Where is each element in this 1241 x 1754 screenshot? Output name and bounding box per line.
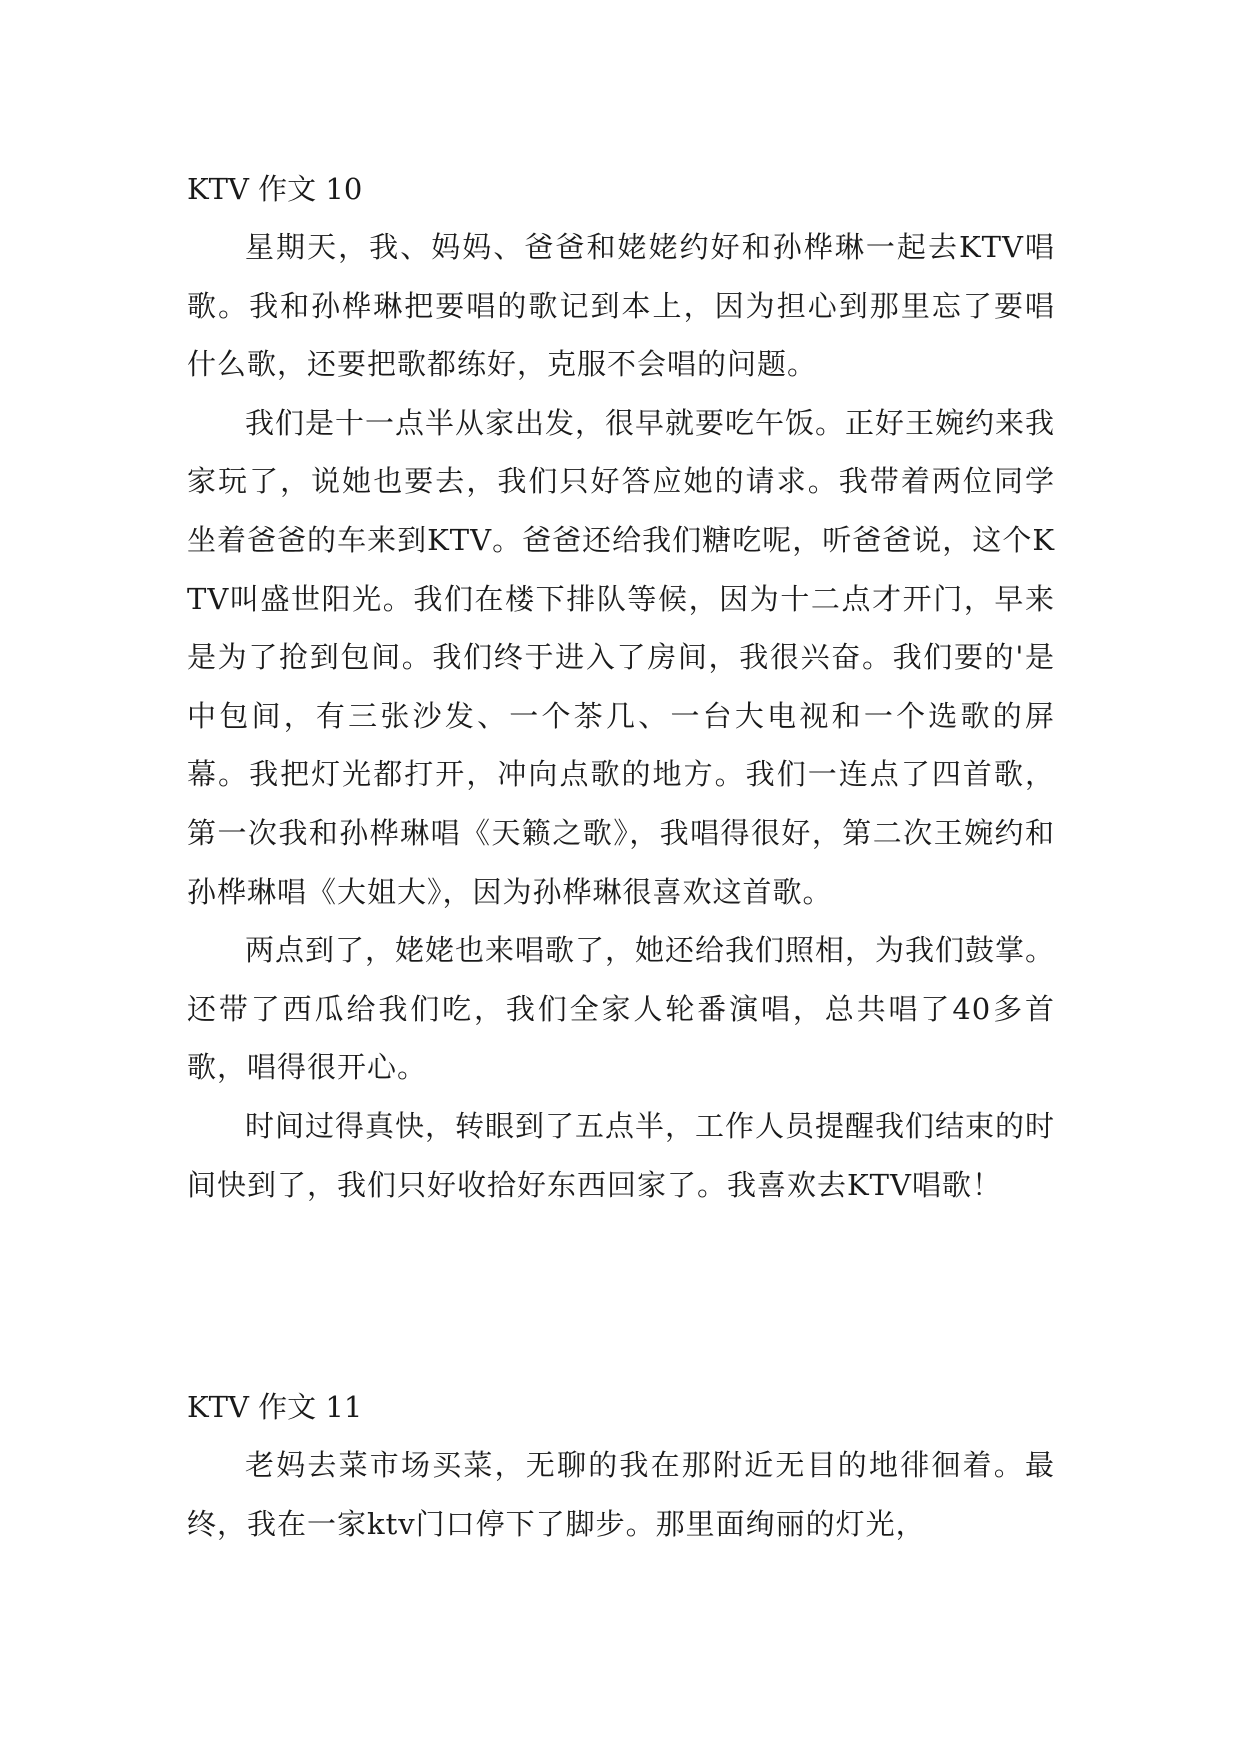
paragraph: 星期天，我、妈妈、爸爸和姥姥约好和孙桦琳一起去KTV唱歌。我和孙桦琳把要唱的歌记到本上，因为担心到那里忘了要唱什么歌，还要把歌都练好，克服不会唱的问题。: [187, 230, 1055, 382]
paragraph: 时间过得真快，转眼到了五点半，工作人员提醒我们结束的时间快到了，我们只好收拾好东西回家了。我喜欢去KTV唱歌！: [187, 1108, 1056, 1202]
paragraph: 老妈去菜市场买菜，无聊的我在那附近无目的地徘徊着。最终，我在一家ktv门口停下了脚步。那里面绚丽的灯光，: [187, 1448, 1055, 1541]
essay-section-11: [187, 1378, 1055, 1553]
essay-title: KTV 作文 10: [187, 172, 363, 206]
essay-section-10: [187, 160, 1055, 1214]
paragraph: 我们是十一点半从家出发，很早就要吃午饭。正好王婉约来我家玩了，说她也要去，我们只好答应她的请求。我带着两位同学坐着爸爸的车来到KTV。爸爸还给我们糖吃呢，听爸爸说，这个KTV叫盛世阳光。我们在楼下排队等候，因为十二点才开门，早来是为了抢到包间。我们终于进入了房间，我很兴奋。我们要的'是中包间，有三张沙发、一个茶几、一台大电视和一个选歌的屏幕。我把灯光都打开，冲向点歌的地方。我们一连点了四首歌，第一次我和孙桦琳唱《天籁之歌》，我唱得很好，第二次王婉约和孙桦琳唱《大姐大》，因为孙桦琳很喜欢这首歌。: [187, 405, 1056, 909]
paragraph: 两点到了，姥姥也来唱歌了，她还给我们照相，为我们鼓掌。还带了西瓜给我们吃，我们全家人轮番演唱，总共唱了40多首歌，唱得很开心。: [187, 933, 1056, 1085]
essay-title: KTV 作文 11: [187, 1390, 363, 1424]
